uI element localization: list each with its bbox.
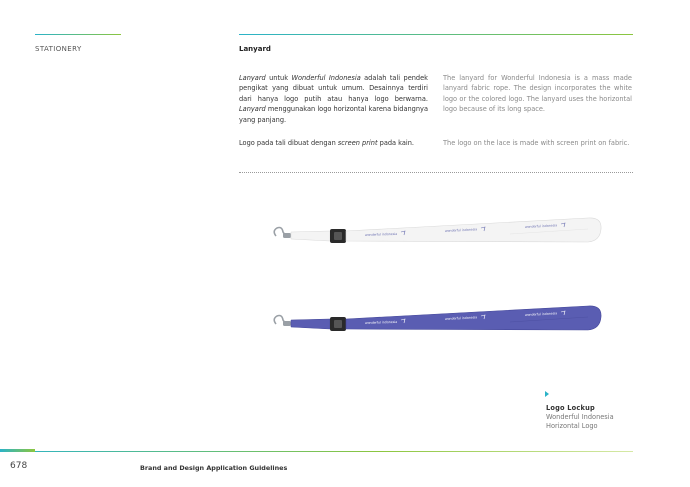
blue-lanyard-strap-logo: wonderful indonesia — [444, 315, 478, 321]
footer-rule — [0, 451, 633, 452]
white-lanyard-illustration — [270, 212, 610, 252]
blue-lanyard-strap-logo: wonderful indonesia — [364, 319, 398, 325]
footer-accent-bar — [0, 449, 35, 452]
page-number: 678 — [10, 461, 28, 471]
caption-line-2: Horizontal Logo — [546, 422, 598, 430]
caption-title: Logo Lockup — [546, 404, 595, 412]
blue-lanyard-illustration — [270, 300, 610, 340]
blue-lanyard-strap-logo: wonderful indonesia — [524, 311, 558, 317]
white-lanyard-swivel — [283, 233, 291, 238]
english-paragraph-1: The lanyard for Wonderful Indonesia is a mass made lanyard fabric rope. The design incorporates the white logo or the colored logo. The lanyard uses the horizontal logo because of its long space. — [443, 74, 632, 114]
footer-title: Brand and Design Application Guidelines — [140, 464, 288, 472]
blue-lanyard-short-strap — [291, 319, 330, 329]
page-title: Lanyard — [239, 45, 271, 53]
caption-line-1: Wonderful Indonesia — [546, 413, 614, 421]
indonesian-paragraph-2: Logo pada tali dibuat dengan screen print pada kain. — [239, 139, 415, 147]
white-lanyard-buckle-clip — [334, 232, 342, 240]
caption-arrow-icon — [545, 391, 549, 397]
dotted-divider — [239, 172, 633, 173]
indonesian-paragraph-1: Lanyard untuk Wonderful Indonesia adalah tali pendek pengikat yang dibuat untuk umum. Desainnya terdiri dari hanya logo putih atau hanya logo berwarna. Lanyard menggunakan logo horizontal karena bidangnya yang panjang. — [239, 74, 428, 124]
white-lanyard-strap-logo: wonderful indonesia — [524, 223, 558, 229]
white-lanyard-short-strap — [291, 231, 330, 241]
blue-lanyard-swivel — [283, 321, 291, 326]
white-lanyard-strap-logo: wonderful indonesia — [444, 227, 478, 233]
white-lanyard-strap-logo: wonderful indonesia — [364, 231, 398, 237]
english-paragraph-2: The logo on the lace is made with screen print on fabric. — [443, 139, 630, 147]
top-right-rule — [239, 34, 633, 35]
blue-lanyard-buckle-clip — [334, 320, 342, 328]
section-label: STATIONERY — [35, 45, 82, 53]
top-left-rule — [35, 34, 121, 35]
